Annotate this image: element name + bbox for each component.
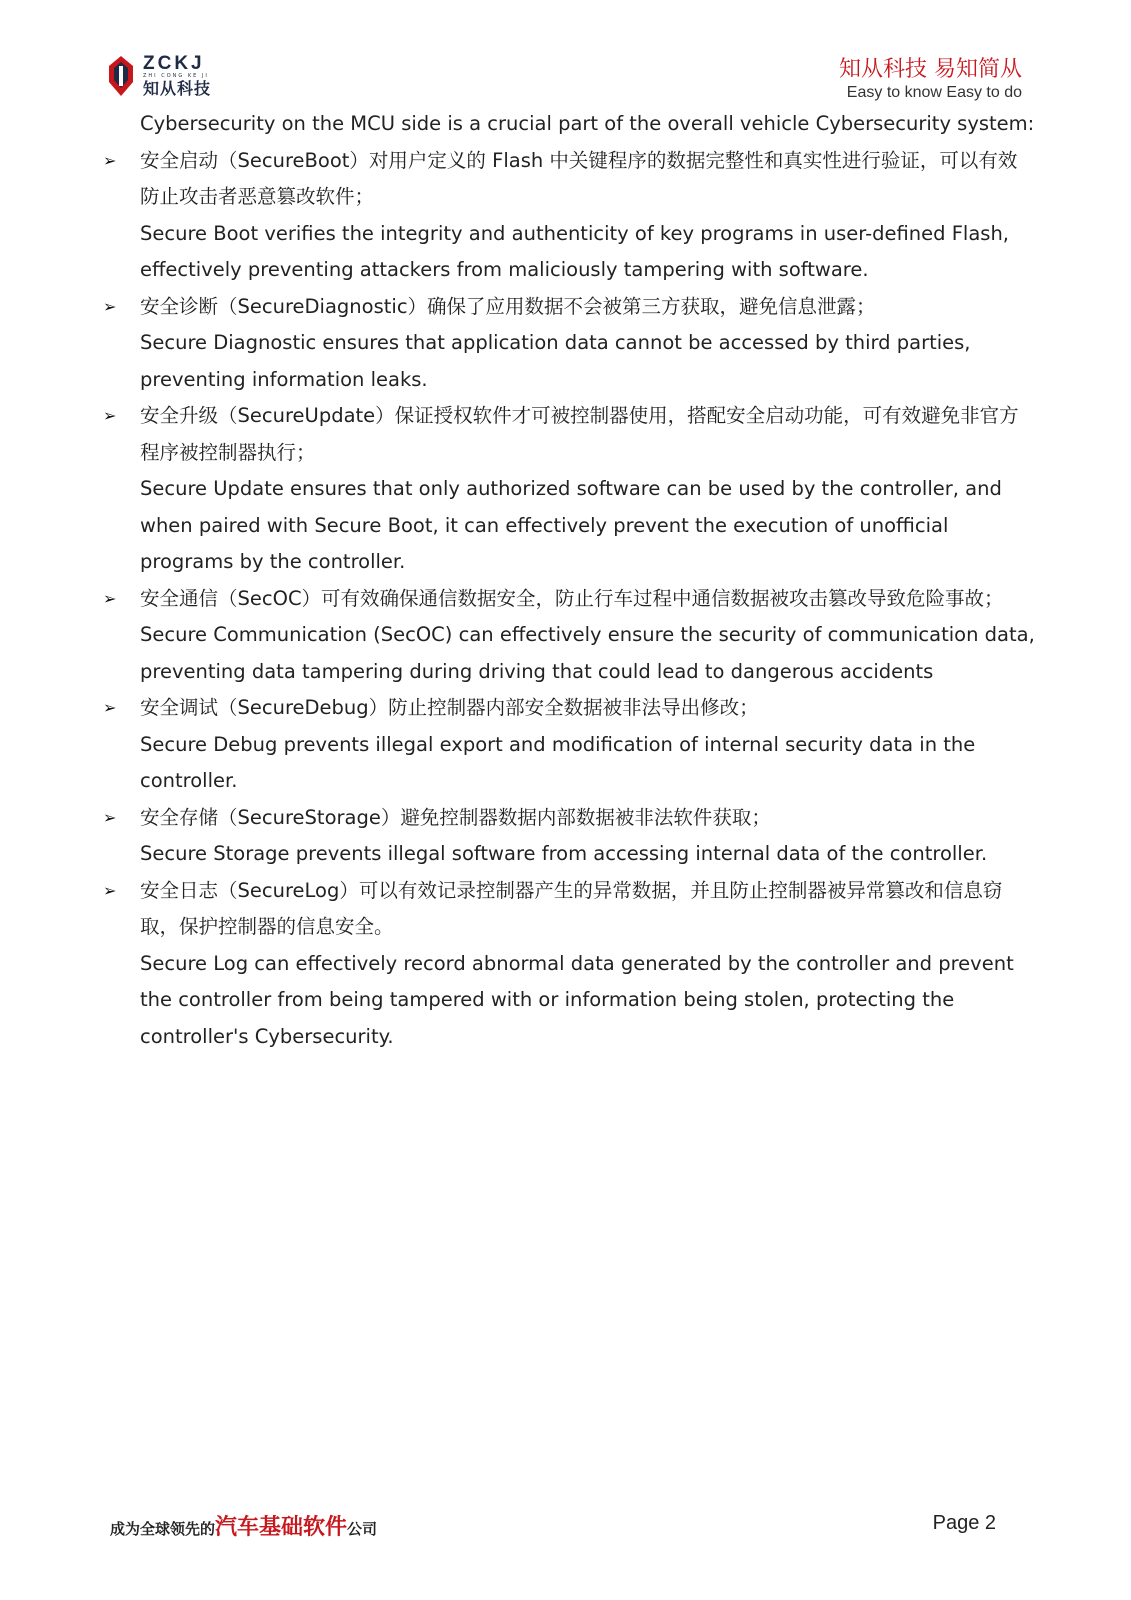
list-item-secure-storage [95, 800, 1035, 873]
item-english-text: Secure Diagnostic ensures that application data cannot be accessed by third parties, preventing information leaks. [140, 331, 971, 391]
list-item-secure-debug [95, 690, 1035, 800]
footer-slogan [110, 1510, 377, 1541]
logo-emblem-icon [106, 54, 136, 98]
item-chinese-text: 安全调试（SecureDebug）防止控制器内部安全数据被非法导出修改； [140, 696, 759, 719]
page-number: Page 2 [932, 1512, 996, 1534]
item-english-text: Secure Storage prevents illegal software from accessing internal data of the controller. [140, 842, 988, 865]
item-english-text: Secure Update ensures that only authorized software can be used by the controller, and when paired with Secure Boot, it can effectively prevent the execution of unofficial programs by the controller. [140, 477, 1002, 573]
item-english-text: Secure Communication (SecOC) can effectively ensure the security of communication data, preventing data tampering during driving that could lead to dangerous accidents [140, 623, 1035, 683]
list-item-secure-communication [95, 581, 1035, 691]
arrow-bullet-icon: ➢ [103, 588, 117, 608]
item-chinese-text: 安全存储（SecureStorage）避免控制器数据内部数据被非法软件获取； [140, 805, 771, 829]
item-chinese-text: 安全诊断（SecureDiagnostic）确保了应用数据不会被第三方获取，避免信息泄露； [140, 294, 876, 318]
tagline-english: Easy to know Easy to do [846, 84, 1022, 101]
logo-chinese-name: 知从科技 [143, 79, 212, 98]
item-chinese-text: 安全升级（SecureUpdate）保证授权软件才可被控制器使用，搭配安全启动功能，可有效避免非官方程序被控制器执行； [140, 404, 1019, 464]
slogan-prefix: 成为全球领先的 [110, 1520, 216, 1538]
header-tagline [839, 56, 1022, 102]
list-item-secure-boot [95, 143, 1035, 289]
intro-paragraph: Cybersecurity on the MCU side is a crucial part of the overall vehicle Cybersecurity system: [140, 112, 1035, 135]
logo-subtitle: ZHI CONG KE JI [143, 73, 209, 79]
item-chinese-text: 安全通信（SecOC）可有效确保通信数据安全，防止行车过程中通信数据被攻击篡改导致危险事故； [140, 586, 1004, 610]
tagline-chinese: 知从科技 易知简从 [839, 57, 1022, 82]
item-english-text: Secure Boot verifies the integrity and authenticity of key programs in user-defined Flash, effectively preventing attackers from maliciously tampering with software. [140, 221, 1009, 281]
list-item-secure-update [95, 398, 1035, 581]
arrow-bullet-icon: ➢ [103, 880, 117, 900]
arrow-bullet-icon: ➢ [103, 406, 117, 425]
list-item-secure-log [95, 873, 1035, 1056]
item-chinese-text: 安全日志（SecureLog）可以有效记录控制器产生的异常数据，并且防止控制器被异常篡改和信息窃取，保护控制器的信息安全。 [140, 878, 1003, 938]
arrow-bullet-icon: ➢ [103, 296, 117, 316]
item-chinese-text: 安全启动（SecureBoot）对用户定义的 Flash 中关键程序的数据完整性和真实性进行验证，可以有效防止攻击者恶意篡改软件； [140, 148, 1018, 208]
arrow-bullet-icon: ➢ [103, 150, 117, 170]
list-item-secure-diagnostic [95, 289, 1035, 399]
company-logo [106, 54, 246, 100]
document-body [95, 106, 1035, 1055]
arrow-bullet-icon: ➢ [103, 807, 117, 827]
slogan-suffix: 公司 [347, 1520, 378, 1538]
item-english-text: Secure Debug prevents illegal export and modification of internal security data in the controller. [140, 732, 976, 792]
logo-wordmark: ZCKJ [143, 53, 205, 74]
slogan-highlight: 汽车基础软件 [215, 1515, 348, 1540]
arrow-bullet-icon: ➢ [103, 698, 117, 717]
item-english-text: Secure Log can effectively record abnormal data generated by the controller and prevent the controller from being tampered with or information being stolen, protecting the controller's Cybersecurity. [140, 951, 1014, 1048]
